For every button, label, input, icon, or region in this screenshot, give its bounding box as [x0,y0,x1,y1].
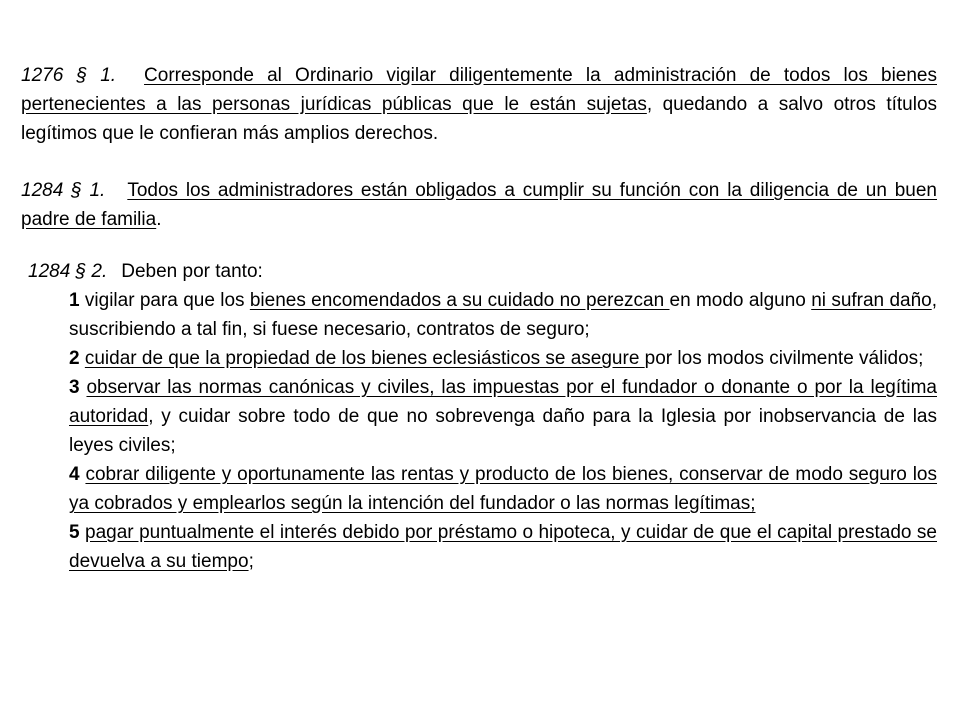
item-number: 2 [69,348,80,369]
paragraph-text: , quedando a salvo otros títulos legítimos que le confieran más amplios derechos. [21,94,938,144]
paragraph-text: . [156,209,162,230]
underlined-text: ni sufran daño [811,290,932,311]
item-text: , suscribiendo a tal fin, si fuese necesario, contratos de seguro; [69,290,937,340]
list-item [69,344,937,373]
duties-list [69,286,937,576]
item-text: , y cuidar sobre todo de que no sobrevenga daño para la Iglesia por inobservancia de las leyes civiles; [69,406,937,456]
canon-1276-paragraph [21,61,937,148]
list-item [69,286,937,344]
item-text: en modo alguno [669,290,812,311]
underlined-text: observar las normas canónicas y civiles, las impuestas por el fundador o donante o por la legítima autoridad [69,377,937,427]
item-number: 4 [69,464,80,485]
underlined-text: cobrar diligente y oportunamente las rentas y producto de los bienes, conservar de modo seguro los ya cobrados y emplearlos según la intención del fundador o las normas legítimas; [69,464,938,514]
item-text: ; [248,551,254,572]
canon-1284-2-heading [28,257,928,286]
underlined-text: pagar puntualmente el interés debido por préstamo o hipoteca, y cuidar de que el capital prestado se devuelva a su tiempo [69,522,937,572]
list-item [69,518,937,576]
canon-ref-1284-1: 1284 § 1. [21,180,106,201]
underlined-text: cuidar de que la propiedad de los bienes eclesiásticos se asegure [84,348,645,369]
item-text: por los modos civilmente válidos; [644,348,924,369]
canon-1284-1-paragraph [21,176,937,234]
list-item [69,460,937,518]
canon-ref-1276: 1276 § 1. [21,65,117,86]
underlined-text: Corresponde al Ordinario vigilar diligentemente la administración de todos los bienes pertenecientes a las personas jurídicas públicas que le están sujetas [21,65,937,115]
canon-ref-1284-2: 1284 § 2. [28,261,108,282]
list-item [69,373,937,460]
intro-text: Deben por tanto: [121,261,263,282]
underlined-text: Todos los administradores están obligados a cumplir su función con la diligencia de un buen padre de familia [21,180,937,230]
underlined-text: bienes encomendados a su cuidado no perezcan [249,290,670,311]
item-number: 1 [69,290,80,311]
item-number: 5 [69,522,80,543]
item-number: 3 [69,377,80,398]
item-text: vigilar para que los [79,290,250,311]
